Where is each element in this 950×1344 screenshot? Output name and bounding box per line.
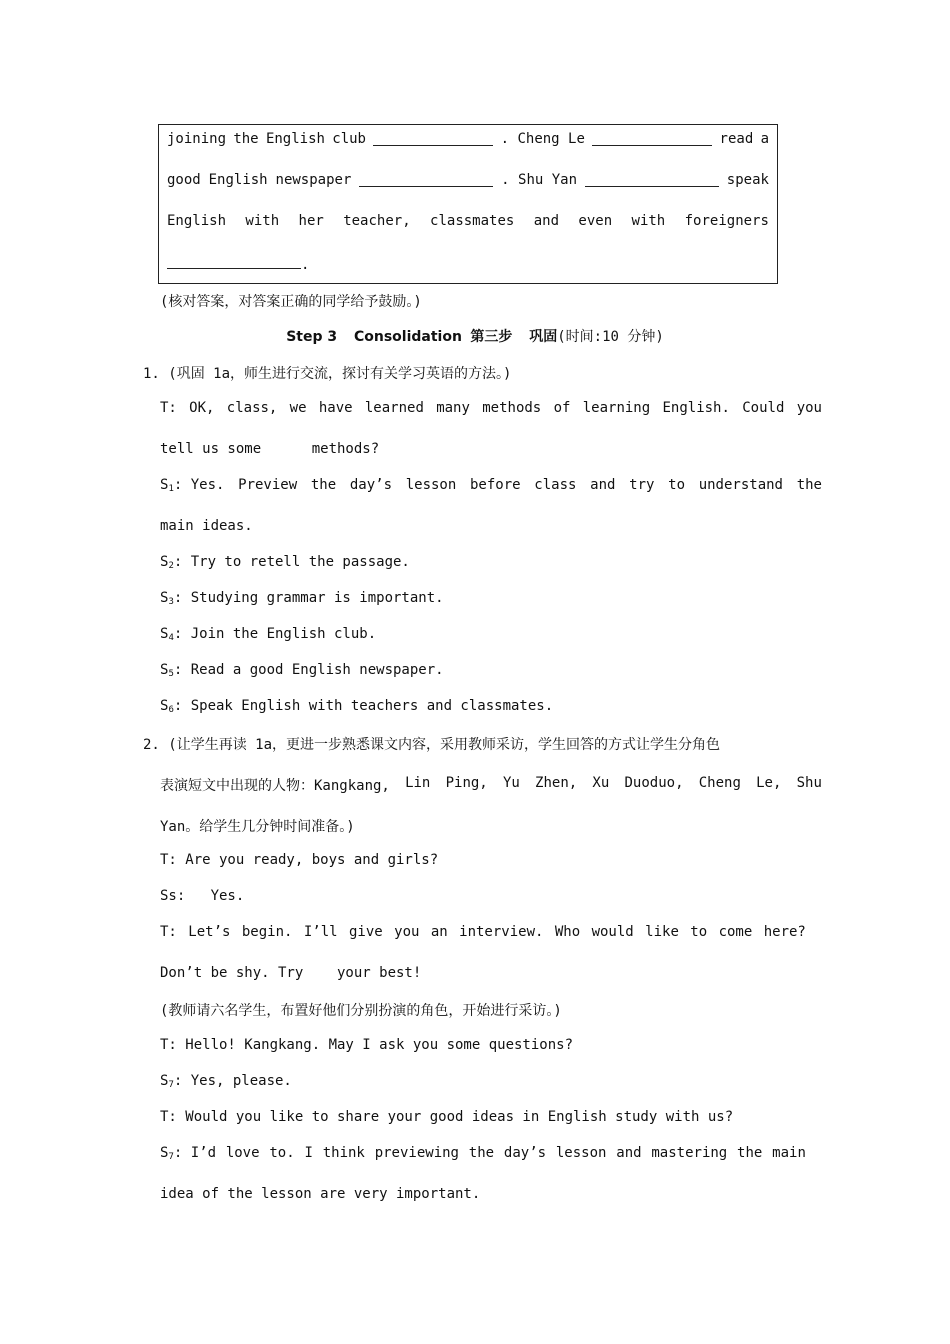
dialog-s7-love-cont: idea of the lesson are very important. — [160, 1186, 481, 1202]
word: club — [332, 131, 366, 147]
dialog-t-begin-cont: Don’t be shy. Try your best! — [160, 965, 422, 981]
box-row-3 — [167, 213, 769, 229]
item-2-line-3: Yan。给学生几分钟时间准备。) — [160, 819, 355, 835]
dialog-s6 — [160, 698, 553, 715]
word: here? — [763, 924, 806, 940]
word: previewing — [374, 1145, 459, 1161]
word: we — [289, 400, 307, 416]
speaker-letter: S — [160, 626, 169, 642]
word: you — [394, 924, 420, 940]
dialog-s4 — [160, 626, 376, 643]
word: even — [578, 213, 613, 229]
line-text: : Join the English club. — [173, 626, 377, 642]
word: Ping, — [445, 775, 488, 791]
word: have — [318, 400, 353, 416]
speaker-letter: S — [160, 662, 169, 678]
speaker-s1 — [160, 477, 224, 494]
word: you — [796, 400, 822, 416]
line-text: : Speak English with teachers and classmates. — [173, 698, 554, 714]
word: the — [737, 1145, 763, 1161]
word: Xu — [592, 775, 610, 791]
word: to. — [269, 1145, 295, 1161]
speaker-index: 5 — [168, 669, 174, 679]
word: Lin — [405, 775, 431, 791]
word: Cheng — [698, 775, 741, 791]
word: . Cheng Le — [500, 131, 585, 147]
dialog-s2 — [160, 554, 410, 571]
dialog-s1-cont: main ideas. — [160, 518, 253, 534]
word: like — [645, 924, 679, 940]
word: would — [591, 924, 634, 940]
answer-blank[interactable] — [585, 172, 719, 187]
line-text: : Studying grammar is important. — [173, 590, 444, 606]
word: English. — [662, 400, 730, 416]
dialog-s7-love — [160, 1145, 806, 1162]
word: an — [430, 924, 448, 940]
word: class, — [226, 400, 278, 416]
item-instruction: (巩固 1a，师生进行交流，探讨有关学习英语的方法。) — [168, 366, 512, 382]
speaker-index: 7 — [168, 1080, 174, 1090]
dialog-t-ready: T: Are you ready, boys and girls? — [160, 852, 439, 868]
word: Le, — [756, 775, 782, 791]
word: before — [470, 477, 521, 493]
speaker-index: 6 — [168, 705, 174, 715]
dialog-t1 — [160, 400, 822, 416]
line-text: : Try to retell the passage. — [173, 554, 410, 570]
word: foreigners — [684, 213, 769, 229]
line-text: : Read a good English newspaper. — [173, 662, 444, 678]
word: come — [718, 924, 753, 940]
dialog-s3 — [160, 590, 444, 607]
word: read — [719, 131, 754, 147]
answer-blank[interactable] — [167, 254, 301, 269]
word: I — [304, 1145, 313, 1161]
consolidation-label: Consolidation — [353, 329, 462, 345]
word: the — [310, 477, 337, 493]
word: : I’d — [173, 1145, 217, 1161]
word: Duoduo, — [624, 775, 684, 791]
step-label: Step 3 — [286, 329, 338, 345]
word: OK, — [189, 400, 215, 416]
word: Let’s — [188, 924, 231, 940]
step-heading — [0, 326, 950, 346]
speaker-letter: S — [160, 1073, 169, 1089]
speaker-index: 3 — [168, 597, 174, 607]
word: love — [225, 1145, 260, 1161]
word: joining — [167, 131, 227, 147]
word: Shu — [796, 775, 822, 791]
word: give — [349, 924, 383, 940]
word: I’ll — [303, 924, 338, 940]
word: classmates — [430, 213, 515, 229]
box-row-2 — [167, 172, 769, 188]
speaker-index: 2 — [168, 561, 174, 571]
word: methods — [482, 400, 542, 416]
word: and — [533, 213, 560, 229]
dialog-ss-yes: Ss: Yes. — [160, 888, 245, 904]
word: class — [534, 477, 577, 493]
item-1 — [143, 363, 511, 383]
word: speak — [726, 172, 769, 188]
note-check-answers: (核对答案，对答案正确的同学给予鼓励。) — [160, 294, 422, 310]
word: with — [631, 213, 666, 229]
consolidation-cn: 巩固 — [529, 329, 558, 345]
word: English — [167, 213, 227, 229]
word: teacher, — [343, 213, 411, 229]
word: T: — [160, 924, 177, 940]
dialog-t-begin — [160, 924, 806, 940]
item-2-line-2 — [160, 775, 822, 795]
word: interview. — [459, 924, 544, 940]
speaker-letter: S — [160, 698, 169, 714]
speaker-index: 7 — [168, 1152, 174, 1162]
box-row-1 — [167, 131, 769, 147]
word: Preview — [238, 477, 298, 493]
speaker-letter: S — [160, 554, 169, 570]
answer-blank[interactable] — [373, 131, 493, 146]
word: newspaper — [275, 172, 352, 188]
word: to — [668, 477, 685, 493]
word: Who — [554, 924, 581, 940]
box-row-4 — [167, 254, 309, 273]
answer-blank[interactable] — [359, 172, 493, 187]
dialog-t-share: T: Would you like to share your good ideas in English study with us? — [160, 1109, 734, 1125]
word: lesson — [555, 1145, 607, 1161]
word: English — [265, 131, 325, 147]
word: day’s — [349, 477, 393, 493]
word: : Yes. — [173, 477, 225, 493]
note-interview: (教师请六名学生，布置好他们分别扮演的角色，开始进行采访。) — [160, 1003, 562, 1019]
item-instruction: (让学生再读 1a，更进一步熟悉课文内容，采用教师采访，学生回答的方式让学生分角色 — [168, 737, 721, 753]
speaker-index: 4 — [168, 633, 174, 643]
item-number: 1. — [143, 366, 160, 382]
word: the — [233, 131, 259, 147]
speaker-letter: S — [160, 590, 169, 606]
word: understand — [698, 477, 783, 493]
word: learned — [364, 400, 424, 416]
word: begin. — [241, 924, 293, 940]
word: and — [590, 477, 616, 493]
answer-blank[interactable] — [592, 131, 712, 146]
word: many — [436, 400, 470, 416]
speaker-s7 — [160, 1145, 216, 1162]
dialog-s7-yes — [160, 1073, 292, 1090]
time-note: (时间:10 分钟) — [557, 329, 664, 345]
word: try — [629, 477, 655, 493]
word: English — [208, 172, 268, 188]
word: with — [245, 213, 280, 229]
dialog-t-hello: T: Hello! Kangkang. May I ask you some questions? — [160, 1037, 574, 1053]
word: to — [690, 924, 708, 940]
dialog-s5 — [160, 662, 444, 679]
dialog-t1-cont: tell us some methods? — [160, 441, 380, 457]
step-cn: 第三步 — [470, 329, 513, 345]
line-text: : Yes, please. — [173, 1073, 292, 1089]
item-2 — [143, 734, 720, 754]
item-number: 2. — [143, 737, 160, 753]
word: Yu — [502, 775, 520, 791]
word: . Shu Yan — [501, 172, 578, 188]
word: lesson — [405, 477, 457, 493]
word: mastering — [651, 1145, 728, 1161]
word: and — [616, 1145, 642, 1161]
word: her — [298, 213, 324, 229]
word: main — [772, 1145, 806, 1161]
word: day’s — [503, 1145, 547, 1161]
word: a — [760, 131, 769, 147]
speaker-letter: S — [160, 1145, 169, 1161]
word: of — [553, 400, 571, 416]
word: learning — [582, 400, 651, 416]
period: . — [301, 257, 310, 273]
word: Zhen, — [535, 775, 578, 791]
word: 表演短文中出现的人物：Kangkang, — [160, 778, 390, 794]
word: the — [796, 477, 822, 493]
word: the — [468, 1145, 495, 1161]
word: good — [167, 172, 201, 188]
answer-box — [158, 124, 778, 284]
word: Could — [742, 400, 785, 416]
speaker-letter: S — [160, 477, 169, 493]
word: think — [322, 1145, 365, 1161]
dialog-s1 — [160, 477, 822, 494]
speaker-index: 1 — [168, 484, 174, 494]
word: T: — [160, 400, 177, 416]
